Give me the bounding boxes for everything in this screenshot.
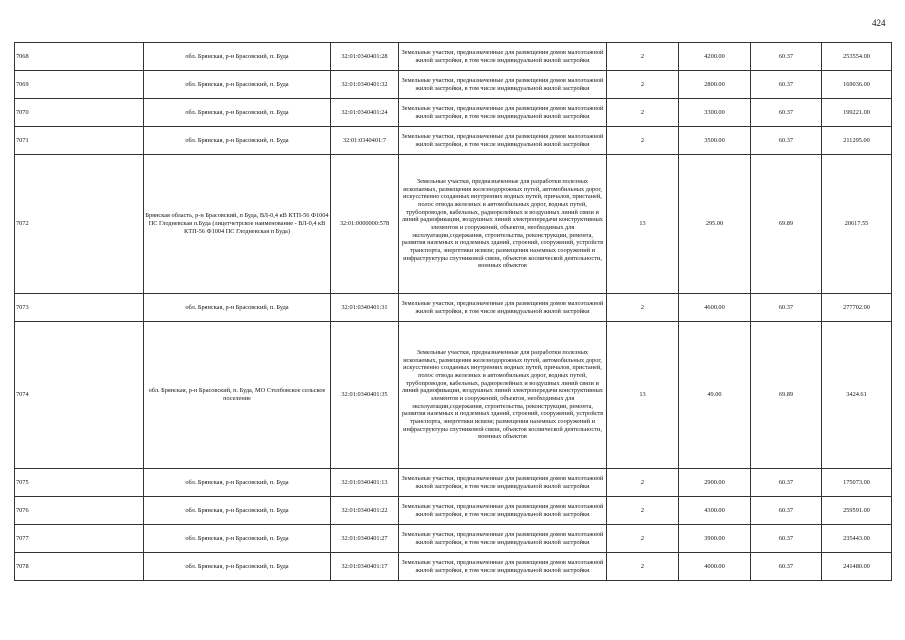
specific-value-cell: 60.37	[751, 43, 822, 71]
cadastral-number-cell: 32:01:0000000:578	[331, 155, 399, 294]
table-row	[15, 322, 892, 469]
use-group-cell: 2	[607, 553, 679, 581]
specific-value-cell: 69.89	[751, 155, 822, 294]
table-row	[15, 525, 892, 553]
table-row	[15, 294, 892, 322]
land-use-cell: Земельные участки, предназначенные для размещения домов малоэтажной жилой застройки, в том числе индивидуальной жилой застройки	[399, 127, 607, 155]
cadastral-value-cell: 169036.00	[822, 71, 892, 99]
land-use-cell: Земельные участки, предназначенные для размещения домов малоэтажной жилой застройки, в том числе индивидуальной жилой застройки	[399, 553, 607, 581]
land-use-cell: Земельные участки, предназначенные для разработки полезных ископаемых, размещения железнодорожных путей, автомобильных дорог, искусственно созданных внутренних водных путей, причалов, пристаней, полос отвода железных и автомобильных дорог, водных путей, трубопроводов, кабельных, радиорелейных и воздушных линий связи и линий радиофикации, воздушных линий электропередачи конструктивных элементов и сооружений, объектов, необходимых для эксплуатации,содержания, строительства, реконструкции, ремонта, развития наземных и подземных зданий, строений, сооружений, устройств транспорта, энергетики исвязи; размещения наземных сооружений и инфраструктуры спутниковой связи, объектов космической деятельности, военных объектов	[399, 322, 607, 469]
use-group-cell: 2	[607, 127, 679, 155]
cadastral-number-cell: 32:01:0340401:7	[331, 127, 399, 155]
cadastral-number-cell: 32:01:0340401:31	[331, 294, 399, 322]
row-number: 7072	[15, 155, 144, 294]
table-row	[15, 127, 892, 155]
table-row	[15, 553, 892, 581]
table-row	[15, 99, 892, 127]
use-group-cell: 2	[607, 525, 679, 553]
row-number: 7076	[15, 497, 144, 525]
address-cell: Брянская область, р-н Брасовский, п Буда, ВЛ-0,4 кВ КТП-56 Ф1004 ПС Глодневская п.Буда (лицетчетрское наименование - ВЛ-0,4 кВ КТП-56 Ф1004 ПС Глодневская п Буда)	[144, 155, 331, 294]
specific-value-cell: 60.37	[751, 497, 822, 525]
row-number: 7074	[15, 322, 144, 469]
land-use-cell: Земельные участки, предназначенные для размещения домов малоэтажной жилой застройки, в том числе индивидуальной жилой застройки	[399, 294, 607, 322]
cadastral-value-cell: 259591.00	[822, 497, 892, 525]
row-number: 7068	[15, 43, 144, 71]
page-number: 424	[872, 18, 886, 28]
area-cell: 3900.00	[679, 525, 751, 553]
table-row	[15, 469, 892, 497]
land-use-cell: Земельные участки, предназначенные для размещения домов малоэтажной жилой застройки, в том числе индивидуальной жилой застройки	[399, 525, 607, 553]
area-cell: 3300.00	[679, 99, 751, 127]
row-number: 7069	[15, 71, 144, 99]
row-number: 7075	[15, 469, 144, 497]
cadastral-value-cell: 175073.00	[822, 469, 892, 497]
address-cell: обл. Брянская, р-н Брасовский, п. Буда	[144, 525, 331, 553]
specific-value-cell: 60.37	[751, 294, 822, 322]
specific-value-cell: 60.37	[751, 525, 822, 553]
area-cell: 4200.00	[679, 43, 751, 71]
address-cell: обл. Брянская, р-н Брасовский, п. Буда, МО Столбовское сельское поселение	[144, 322, 331, 469]
table-row	[15, 71, 892, 99]
cadastral-value-cell: 235443.00	[822, 525, 892, 553]
row-number: 7073	[15, 294, 144, 322]
row-number: 7071	[15, 127, 144, 155]
cadastral-value-cell: 199221.00	[822, 99, 892, 127]
use-group-cell: 2	[607, 43, 679, 71]
area-cell: 295.00	[679, 155, 751, 294]
area-cell: 2900.00	[679, 469, 751, 497]
cadastral-number-cell: 32:01:0340401:35	[331, 322, 399, 469]
specific-value-cell: 60.37	[751, 71, 822, 99]
cadastral-number-cell: 32:01:0340401:27	[331, 525, 399, 553]
specific-value-cell: 60.37	[751, 127, 822, 155]
area-cell: 4000.00	[679, 553, 751, 581]
use-group-cell: 2	[607, 469, 679, 497]
cadastral-number-cell: 32:01:0340401:17	[331, 553, 399, 581]
use-group-cell: 2	[607, 497, 679, 525]
cadastral-value-cell: 3424.61	[822, 322, 892, 469]
row-number: 7078	[15, 553, 144, 581]
cadastral-number-cell: 32:01:0340401:22	[331, 497, 399, 525]
cadastral-number-cell: 32:01:0340401:13	[331, 469, 399, 497]
cadastral-number-cell: 32:01:0340401:28	[331, 43, 399, 71]
cadastral-value-cell: 253554.00	[822, 43, 892, 71]
table-row	[15, 155, 892, 294]
table-row	[15, 43, 892, 71]
land-use-cell: Земельные участки, предназначенные для размещения домов малоэтажной жилой застройки, в том числе индивидуальной жилой застройки	[399, 469, 607, 497]
address-cell: обл. Брянская, р-н Брасовский, п. Буда	[144, 71, 331, 99]
cadastral-value-cell: 20617.55	[822, 155, 892, 294]
use-group-cell: 2	[607, 294, 679, 322]
address-cell: обл. Брянская, р-н Брасовский, п. Буда	[144, 127, 331, 155]
area-cell: 4300.00	[679, 497, 751, 525]
specific-value-cell: 69.89	[751, 322, 822, 469]
address-cell: обл. Брянская, р-н Брасовский, п. Буда	[144, 553, 331, 581]
specific-value-cell: 60.37	[751, 469, 822, 497]
land-use-cell: Земельные участки, предназначенные для размещения домов малоэтажной жилой застройки, в том числе индивидуальной жилой застройки	[399, 43, 607, 71]
address-cell: обл. Брянская, р-н Брасовский, п. Буда	[144, 469, 331, 497]
address-cell: обл. Брянская, р-н Брасовский, п. Буда	[144, 43, 331, 71]
cadastral-value-table	[14, 42, 892, 581]
use-group-cell: 13	[607, 155, 679, 294]
area-cell: 4600.00	[679, 294, 751, 322]
use-group-cell: 13	[607, 322, 679, 469]
row-number: 7070	[15, 99, 144, 127]
area-cell: 3500.00	[679, 127, 751, 155]
table-row	[15, 497, 892, 525]
land-use-cell: Земельные участки, предназначенные для размещения домов малоэтажной жилой застройки, в том числе индивидуальной жилой застройки	[399, 99, 607, 127]
area-cell: 49.00	[679, 322, 751, 469]
use-group-cell: 2	[607, 99, 679, 127]
address-cell: обл. Брянская, р-н Брасовский, п. Буда	[144, 99, 331, 127]
land-use-cell: Земельные участки, предназначенные для размещения домов малоэтажной жилой застройки, в том числе индивидуальной жилой застройки	[399, 497, 607, 525]
address-cell: обл. Брянская, р-н Брасовский, п. Буда	[144, 294, 331, 322]
cadastral-value-cell: 241480.00	[822, 553, 892, 581]
use-group-cell: 2	[607, 71, 679, 99]
land-use-cell: Земельные участки, предназначенные для разработки полезных ископаемых, размещения железнодорожных путей, автомобильных дорог, искусственно созданных внутренних водных путей, причалов, пристаней, полос отвода железных и автомобильных дорог, водных путей, трубопроводов, кабельных, радиорелейных и воздушных линий связи и линий радиофикации, воздушных линий электропередачи конструктивных элементов и сооружений, объектов, необходимых для эксплуатации,содержания, строительства, реконструкции, ремонта, развития наземных и подземных зданий, строений, сооружений, устройств транспорта, энергетики исвязи; размещения наземных сооружений и инфраструктуры спутниковой связи, объектов космической деятельности, военных объектов	[399, 155, 607, 294]
cadastral-number-cell: 32:01:0340401:32	[331, 71, 399, 99]
address-cell: обл. Брянская, р-н Брасовский, п. Буда	[144, 497, 331, 525]
specific-value-cell: 60.37	[751, 99, 822, 127]
specific-value-cell: 60.37	[751, 553, 822, 581]
land-use-cell: Земельные участки, предназначенные для размещения домов малоэтажной жилой застройки, в том числе индивидуальной жилой застройки	[399, 71, 607, 99]
area-cell: 2800.00	[679, 71, 751, 99]
cadastral-value-cell: 211295.00	[822, 127, 892, 155]
row-number: 7077	[15, 525, 144, 553]
cadastral-value-cell: 277702.00	[822, 294, 892, 322]
cadastral-number-cell: 32:01:0340401:24	[331, 99, 399, 127]
